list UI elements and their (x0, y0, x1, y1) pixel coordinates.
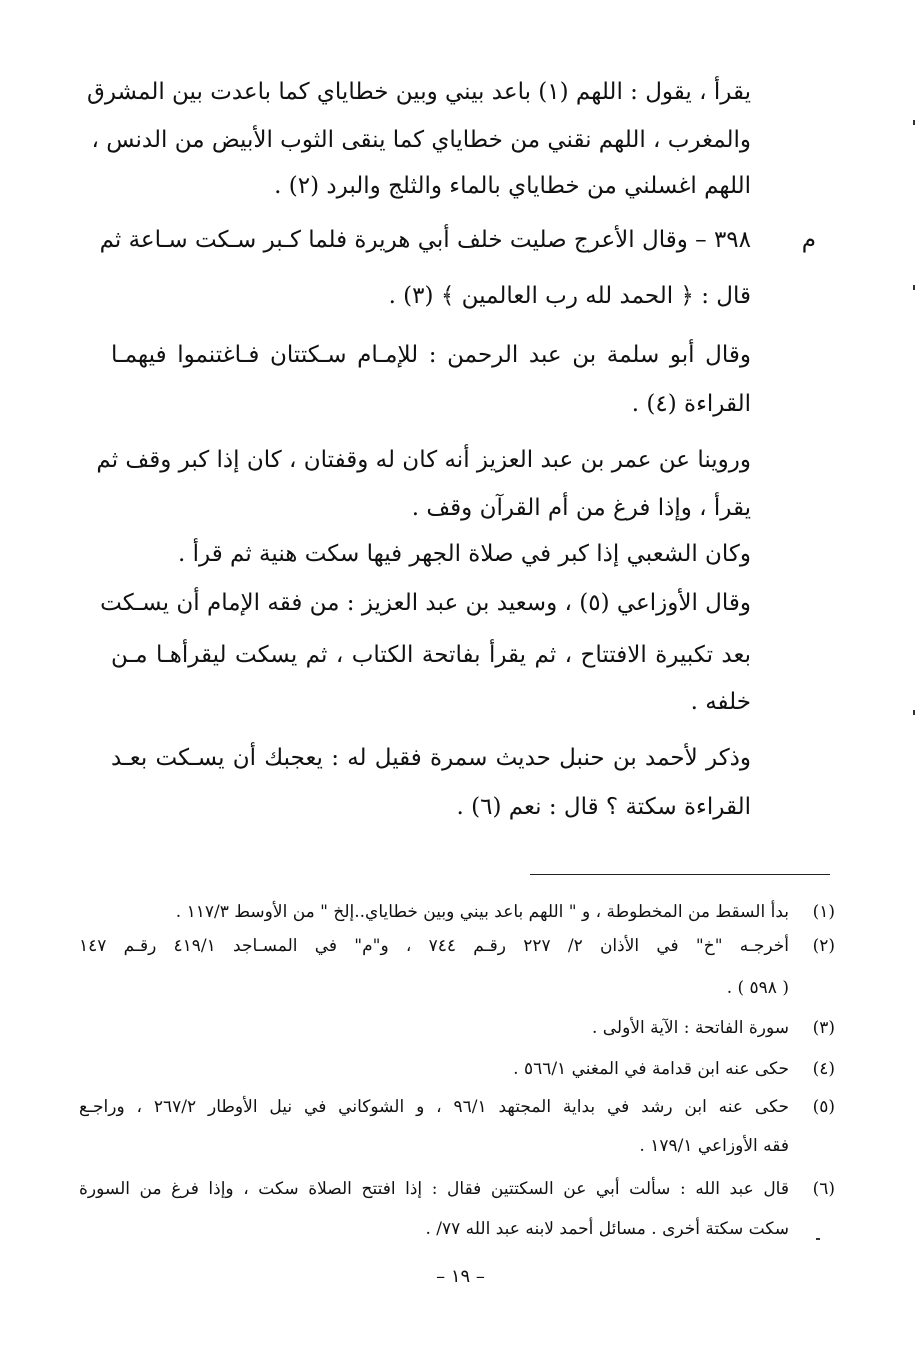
footnote-line-5a: حكى عنه ابن رشد في بداية المجتهد ٩٦/١ ، و الشوكاني في نيل الأوطار ٢٦٧/٢ ، وراجـع (79, 1097, 789, 1117)
page-number: – ١٩ – (436, 1266, 485, 1287)
body-line-7: القراءة (٤) . (631, 391, 751, 417)
body-line-8: وروينا عن عمر بن عبد العزيز أنه كان له وقفتان ، كان إذا كبر وقف ثم (96, 447, 751, 473)
scan-speck (913, 120, 915, 125)
footnote-number-5: (٥) (812, 1097, 835, 1117)
body-line-5: قال : ﴿ الحمد لله رب العالمين ﴾ (٣) . (388, 283, 751, 309)
footnote-number-3: (٣) (812, 1018, 835, 1038)
footnote-line-3: سورة الفاتحة : الآية الأولى . (591, 1018, 789, 1038)
body-line-12: بعد تكبيرة الافتتاح ، ثم يقرأ بفاتحة الكتاب ، ثم يسكت ليقرأهـا مـن (111, 642, 751, 668)
footnote-separator (530, 874, 830, 875)
body-line-2: والمغرب ، اللهم نقني من خطاياي كما ينقى الثوب الأبيض من الدنس ، (91, 127, 751, 153)
body-line-4: ٣٩٨ – وقال الأعرج صليت خلف أبي هريرة فلما كـبر سـكت سـاعة ثم (99, 227, 751, 253)
body-line-10: وكان الشعبي إذا كبر في صلاة الجهر فيها سكت هنية ثم قرأ . (178, 541, 751, 567)
footnote-number-6: (٦) (812, 1179, 835, 1199)
footnote-number-1: (١) (812, 902, 835, 922)
margin-marker: م (801, 227, 816, 253)
footnote-line-5b: فقه الأوزاعي ١٧٩/١ . (639, 1136, 789, 1156)
body-line-13: خلفه . (690, 689, 751, 715)
footnote-number-2: (٢) (812, 936, 835, 956)
scan-speck (913, 710, 915, 715)
body-line-3: اللهم اغسلني من خطاياي بالماء والثلج والبرد (٢) . (274, 173, 751, 199)
body-line-9: يقرأ ، وإذا فرغ من أم القرآن وقف . (411, 495, 751, 521)
body-line-11: وقال الأوزاعي (٥) ، وسعيد بن عبد العزيز : من فقه الإمام أن يسـكت (100, 590, 751, 616)
scan-speck (913, 285, 915, 290)
body-line-14: وذكر لأحمد بن حنبل حديث سمرة فقيل له : يعجبك أن يسـكت بعـد (111, 745, 751, 771)
footnote-line-6b: سكت سكتة أخرى . مسائل أحمد لابنه عبد الله ٧٧/ . (425, 1219, 789, 1239)
body-line-1: يقرأ ، يقول : اللهم (١) باعد بيني وبين خطاياي كما باعدت بين المشرق (86, 79, 751, 105)
scan-speck (816, 1238, 820, 1240)
body-line-6: وقال أبو سلمة بن عبد الرحمن : للإمـام سـكتتان فـاغتنموا فيهمـا (111, 342, 751, 368)
footnote-line-1: بدأ السقط من المخطوطة ، و " اللهم باعد بيني وبين خطاياي..إلخ " من الأوسط ١١٧/٣ . (175, 902, 789, 922)
footnote-line-2b: ( ٥٩٨ ) . (726, 978, 789, 998)
body-line-15: القراءة سكتة ؟ قال : نعم (٦) . (456, 794, 751, 820)
footnote-line-2a: أخرجـه "خ" في الأذان ٢/ ٢٢٧ رقـم ٧٤٤ ، و"م" في المسـاجد ٤١٩/١ رقـم ١٤٧ (79, 936, 789, 956)
footnote-line-6a: قال عبد الله : سألت أبي عن السكتتين فقال : إذا افتتح الصلاة سكت ، وإذا فرغ من السورة (79, 1179, 789, 1199)
footnote-line-4: حكى عنه ابن قدامة في المغني ٥٦٦/١ . (513, 1059, 789, 1079)
footnote-number-4: (٤) (812, 1059, 835, 1079)
